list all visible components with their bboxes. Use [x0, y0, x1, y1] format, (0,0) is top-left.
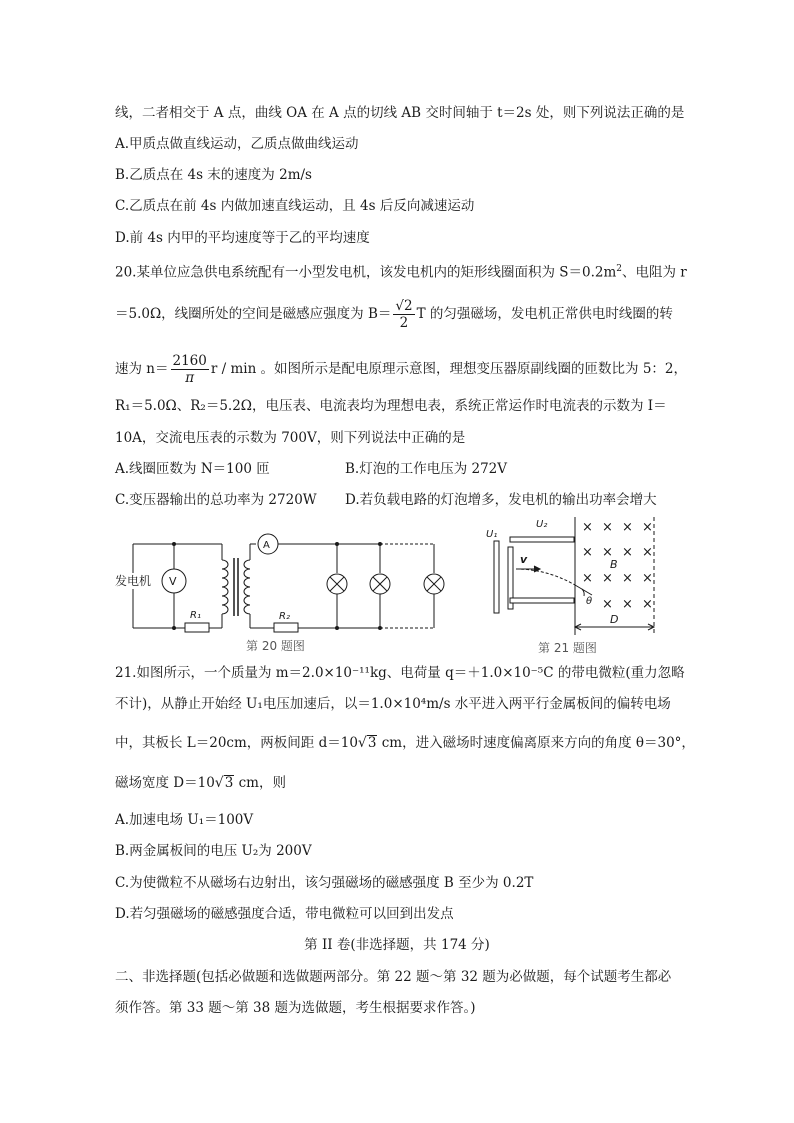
generator-label: 发电机	[115, 574, 152, 588]
q21-option-b: B.两金属板间的电压 U₂为 200V	[115, 843, 312, 859]
svg-text:×: ×	[642, 520, 653, 535]
fig20-caption: 第 20 题图	[246, 639, 305, 653]
svg-text:×: ×	[622, 571, 633, 586]
d-label: D	[610, 613, 619, 626]
part2-instructions-2: 须作答。第 33 题～第 38 题为选做题，考生根据要求作答。)	[115, 1000, 476, 1016]
svg-text:×: ×	[642, 597, 653, 612]
n-fraction: $\frac{2160}{\pi}$	[172, 353, 207, 386]
svg-text:×: ×	[602, 520, 613, 535]
svg-text:×: ×	[602, 597, 613, 612]
b-fraction: $\frac{√2}{2}$	[395, 298, 413, 331]
svg-text:×: ×	[642, 571, 653, 586]
q20-option-c: C.变压器输出的总功率为 2720W	[115, 492, 317, 508]
svg-text:×: ×	[582, 571, 593, 586]
fig21-field-diagram	[482, 515, 682, 660]
voltmeter-label: V	[169, 575, 177, 588]
q19-option-b: B.乙质点在 4s 末的速度为 2m/s	[115, 167, 312, 183]
fig21-caption: 第 21 题图	[538, 641, 597, 655]
q20-line-3: 速为 n＝ $\frac{2160}{\pi}$ r / min 。如图所示是配电原理示意图，理想变压器原副线圈的匝数比为 5：2，	[115, 353, 688, 386]
svg-text:×: ×	[622, 545, 633, 560]
svg-text:×: ×	[602, 571, 613, 586]
v-label: v	[520, 553, 528, 566]
svg-text:×: ×	[582, 545, 593, 560]
q19-option-c: C.乙质点在前 4s 内做加速直线运动，且 4s 后反向减速运动	[115, 198, 475, 214]
q21-option-d: D.若匀强磁场的磁感强度合适，带电微粒可以回到出发点	[115, 906, 454, 922]
fig20-circuit-diagram	[110, 518, 460, 658]
r2-label: R₂	[279, 611, 290, 622]
q21-line-1: 21.如图所示，一个质量为 m＝2.0×10⁻¹¹kg、电荷量 q＝＋1.0×10⁻⁵C 的带电微粒(重力忽略	[115, 665, 685, 681]
q20-option-b: B.灯泡的工作电压为 272V	[345, 461, 508, 477]
q20-line-5: 10A，交流电压表的示数为 700V，则下列说法中正确的是	[115, 430, 466, 446]
q20-option-a: A.线圈匝数为 N＝100 匝	[115, 461, 270, 477]
q20-line-4: R₁＝5.0Ω、R₂＝5.2Ω，电压表、电流表均为理想电表，系统正常运作时电流表的示数为 I＝	[115, 398, 667, 414]
part2-title: 第 II 卷(非选择题，共 174 分)	[304, 937, 490, 953]
theta-label: θ	[586, 596, 593, 607]
q21-line-3: 中，其板长 L＝20cm，两板间距 d＝10√3 cm，进入磁场时速度偏离原来方向的角度 θ＝30°，	[115, 735, 695, 751]
q21-line-4: 磁场宽度 D＝10√3 cm，则	[115, 775, 286, 791]
svg-text:×: ×	[642, 545, 653, 560]
svg-text:×: ×	[622, 597, 633, 612]
q21-line-2: 不计)，从静止开始经 U₁电压加速后，以＝1.0×10⁴m/s 水平进入两平行金属板间的偏转电场	[115, 696, 671, 712]
q20-option-d: D.若负载电路的灯泡增多，发电机的输出功率会增大	[345, 492, 657, 508]
q19-stem-tail: 线，二者相交于 A 点，曲线 OA 在 A 点的切线 AB 交时间轴于 t＝2s 处，则下列说法正确的是	[115, 105, 685, 121]
q20-line-1: 20.某单位应急供电系统配有一小型发电机，该发电机内的矩形线圈面积为 $S=0.2m^2$、电阻为 r	[115, 264, 687, 281]
q19-option-a: A.甲质点做直线运动，乙质点做曲线运动	[115, 136, 359, 152]
q20-line-2: ＝5.0Ω，线圈所处的空间是磁感应强度为 B＝ $\frac{√2}{2}$ T 的匀强磁场，发电机正常供电时线圈的转	[115, 298, 673, 331]
q21-option-a: A.加速电场 U₁＝100V	[115, 812, 254, 828]
svg-text:×: ×	[602, 545, 613, 560]
svg-text:×: ×	[622, 520, 633, 535]
u1-label: U₁	[486, 529, 498, 540]
b-label: B	[610, 558, 618, 571]
ammeter-label: A	[263, 540, 270, 551]
r1-label: R₁	[190, 610, 201, 621]
part2-instructions-1: 二、非选择题(包括必做题和选做题两部分。第 22 题～第 32 题为必做题，每个试题考生都必	[115, 969, 672, 985]
svg-text:×: ×	[582, 520, 593, 535]
u2-label: U₂	[536, 519, 548, 530]
q19-option-d: D.前 4s 内甲的平均速度等于乙的平均速度	[115, 230, 370, 246]
q21-option-c: C.为使微粒不从磁场右边射出，该匀强磁场的磁感强度 B 至少为 0.2T	[115, 875, 534, 891]
